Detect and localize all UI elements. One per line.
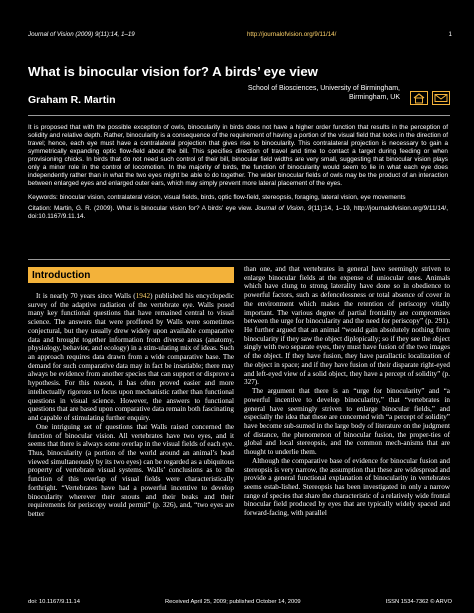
footer-dates: Received April 25, 2009; published October 14, 2009 (164, 599, 301, 605)
section-heading-introduction: Introduction (28, 267, 234, 283)
author-icons (410, 91, 450, 105)
citation: Citation: Martin, G. R. (2009). What is binocular vision for? A birds’ eye view. Journal of Vision, 9(11):14, 1–19, http://journalofvision.org/9/11/14/, doi:10.1167/9.11.14. (28, 205, 448, 221)
body-column-right (244, 265, 450, 518)
footer-issn: ISSN 1534-7362 © ARVO (385, 599, 452, 605)
author-name: Graham R. Martin (28, 94, 116, 106)
page-number: 1 (448, 30, 452, 38)
divider (28, 115, 450, 116)
body-column-left (28, 292, 234, 519)
paragraph: It is nearly 70 years since Walls (1942) published his encyclopedic survey of the adaptive radiation of the vertebrate eye. Walls posed many key functional questions that have remained central to visual science. The answers that were proffered by Walls were sometimes conjectural, but they usually drew widely upon available comparative data and brought together information from diverse areas (anatomy, physiology, behavior, and ecology) in a stim-ulating mix of ideas. Such an approach requires data drawn from a wide comparative base. The demand for such comparative data may in fact be insatiable; there may always be evidence from another species that can support or disprove a hypothesis. For this reason, it has often proved easier and more intellectually rigorous to focus upon mechanistic rather than functional questions in visual science. However, the answers to functional questions that are based upon comparative data remain both fascinating and capable of stimulating further enquiry. (28, 292, 235, 423)
home-icon[interactable] (410, 91, 428, 105)
journal-reference: Journal of Vision (2009) 9(11):14, 1–19 (28, 30, 135, 38)
abstract (28, 124, 448, 222)
affiliation-line: Birmingham, UK (349, 94, 400, 101)
abstract-text: It is proposed that with the possible exception of owls, binocularity in birds does not have a higher order function that results in the perception of solidity and relative depth. Rather, binocularity is a consequence of the requirement of having a portion of the visual field that looks in the direction of travel; hence, each eye must have a contralateral projection that gives rise to binocularity. This contralateral projection is necessary to gain a symmetrically expanding optic flow-field about the bill. This specifies direction of travel and time to contact a target during feeding or when provisioning chicks. In birds that do not need such control of their bill, binocular field widths are very small, suggesting that binocular vision plays only a minor role in the control of locomotion. In the majority of birds, the function of binocularity would seem to lie in what each eye does independently rather than in what the two eyes might be able to do together. The wider binocular fields of owls may be the product of an interaction between enlarged eyes and enlarged outer ears, which may simply prevent more lateral placement of the eyes. (28, 124, 449, 188)
reference-link[interactable]: 1942 (135, 292, 151, 300)
paragraph: One intriguing set of questions that Walls raised concerned the function of binocular vision. All vertebrates have two eyes, and it seems that there is always some overlap in the visual fields of each eye. Thus, binocularity (a portion of the world around an animal’s head viewed simultaneously by its two eyes) can be regarded as a ubiquitous property of vertebrate visual systems. Walls’ conclusions as to the function of this overlap of visual fields were characteristically forthright. “Vertebrates have had a powerful incentive to develop binocularity wherever their snouts and their beaks and their requirements for periscopy would permit” (p. 326), and, “two eyes are better (28, 422, 235, 518)
divider (28, 259, 450, 260)
affiliation-line: School of Biosciences, University of Birmingham, (247, 85, 400, 92)
footer-doi: doi: 10.1167/9.11.14 (28, 599, 81, 605)
page-footer (28, 599, 452, 605)
keywords: Keywords: binocular vision, contralateral vision, visual fields, birds, optic flow-field, stereopsis, foraging, lateral vision, eye movements (28, 194, 406, 202)
citation-link[interactable]: http://journalofvision.org/9/11/14/, doi:10.1167/9.11.14. (28, 205, 448, 221)
author-affiliation (248, 84, 400, 102)
journal-url-link[interactable]: http://journalofvision.org/9/11/14/ (246, 30, 337, 38)
email-icon[interactable] (432, 91, 450, 105)
article-title: What is binocular vision for? A birds’ eye view (28, 64, 318, 79)
paragraph: than one, and that vertebrates in general have seemingly striven to enlarge binocular fields at the expense of uniocular ones. Animals which have clung to strong laterality have done so in obedience to powerful factors, such as defencelessness or total absence of cover in the environment which makes the retention of periscopy vitally important. The various degree of partial frontality are compromises between the urge for binocularity and the need for periscopy” (p. 291). He further argued that an animal “would gain absolutely nothing from binocularity if they saw the object diplopically; so if they see the object singly with two separate eyes, they must have fusion of the two images of the object. If they have fusion, they have parallactic localization of the object in space; and if they have fusion of their disparate right-eyed and left-eyed view of a solid object, they have a percept of solidity” (p. 327). (244, 265, 451, 387)
paragraph: Although the comparative base of evidence for binocular fusion and stereopsis is very narrow, the assumption that these are widespread and provide a general functional explanation of binocularity in vertebrates seems estab-lished. Stereopsis has been investigated in only a narrow range of species that share the characteristic of a relatively wide frontal binocular field produced by eyes that are typically widely spaced and forward-facing, with parallel (244, 456, 451, 518)
running-header (28, 28, 452, 40)
paragraph: The argument that there is an “urge for binocularity” and “a powerful incentive to develop binocularity,” that “vertebrates in general have seemingly striven to enlarge binocular fields,” and especially the idea that these are concerned with “a percept of solidity” have become sub-sumed in the large body of literature on the judgment of distance, the phenomenon of binocular fusion, the proper-ties of global and local stereopsis, and the common mech-anisms that are thought to underlie them. (244, 387, 451, 457)
